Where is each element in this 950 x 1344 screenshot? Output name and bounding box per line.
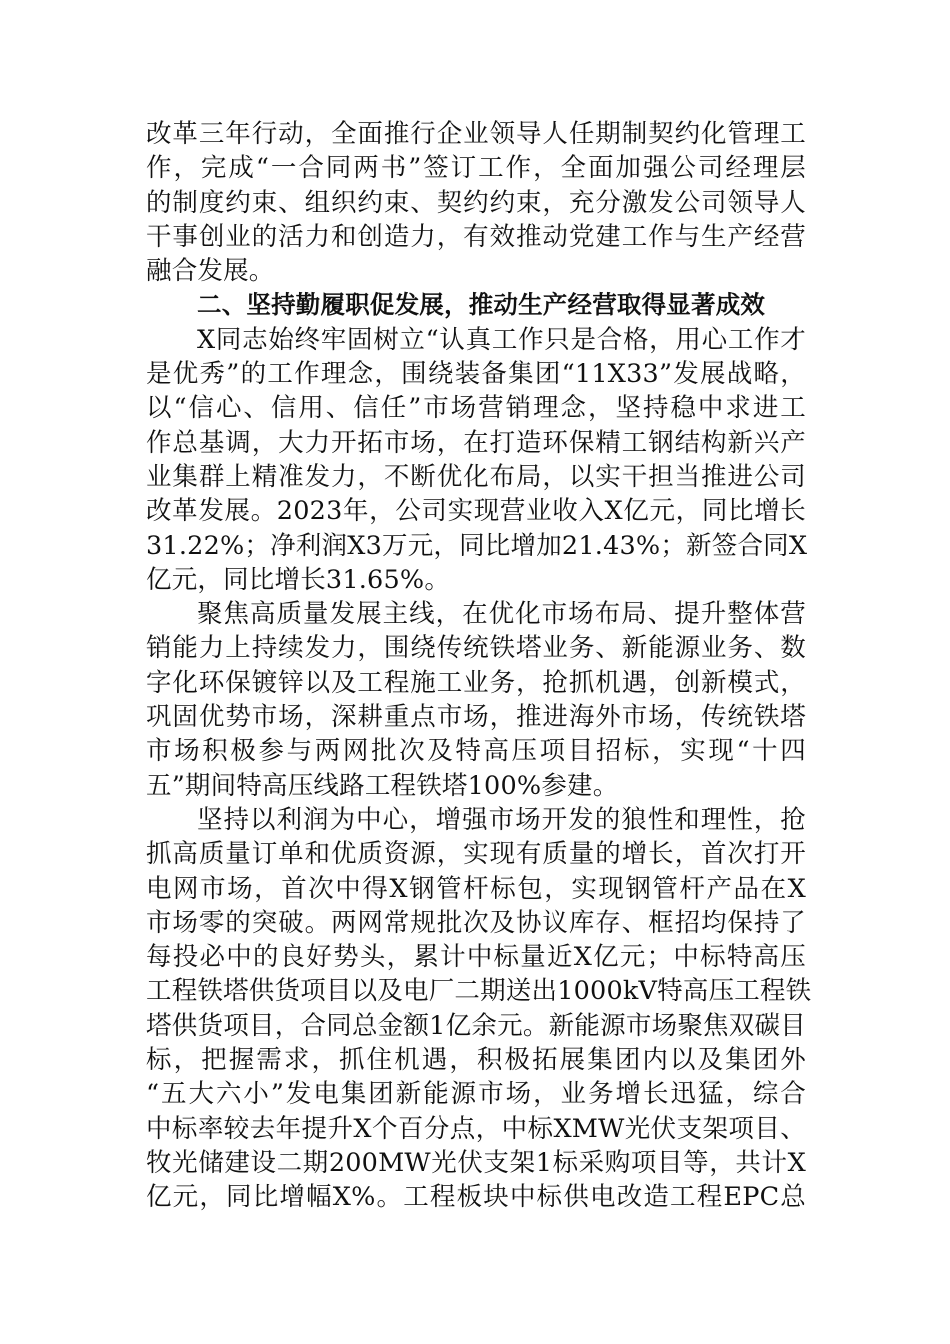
text-line: 亿元，同比增长31.65%。 xyxy=(146,564,451,595)
text-line: 的制度约束、组织约束、契约约束，充分激发公司领导人 xyxy=(146,187,806,218)
document-page xyxy=(146,117,812,1215)
text-line: 融合发展。 xyxy=(146,256,275,287)
text-line: 塔供货项目，合同总金额1亿余元。新能源市场聚焦双碳目 xyxy=(146,1010,806,1041)
text-line: 改革三年行动，全面推行企业领导人任期制契约化管理工 xyxy=(146,119,806,149)
text-line: 抓高质量订单和优质资源，实现有质量的增长，首次打开 xyxy=(146,839,806,870)
text-line: 业集群上精准发力，不断优化布局，以实干担当推进公司 xyxy=(146,461,806,492)
text-line: 作，完成“一合同两书”签订工作，全面加强公司经理层 xyxy=(146,153,806,184)
text-line: 市场零的突破。两网常规批次及协议库存、框招均保持了 xyxy=(146,907,806,938)
text-line: 聚焦高质量发展主线，在优化市场布局、提升整体营 xyxy=(197,599,806,630)
text-line: 改革发展。2023年，公司实现营业收入X亿元，同比增长 xyxy=(146,496,806,527)
text-line: 市场积极参与两网批次及特高压项目招标，实现“十四 xyxy=(146,736,806,767)
paragraph xyxy=(146,117,806,288)
text-line: “五大六小”发电集团新能源市场，业务增长迅猛，综合 xyxy=(146,1079,806,1110)
text-line: 销能力上持续发力，围绕传统铁塔业务、新能源业务、数 xyxy=(146,633,806,664)
text-line: X同志始终牢固树立“认真工作只是合格，用心工作才 xyxy=(197,324,806,355)
text-line: 以“信心、信用、信任”市场营销理念，坚持稳中求进工 xyxy=(146,393,806,424)
paragraph xyxy=(146,323,806,597)
text-line: 每投必中的良好势头，累计中标量近X亿元；中标特高压 xyxy=(146,942,806,973)
text-line: 坚持以利润为中心，增强市场开发的狼性和理性，抢 xyxy=(197,804,806,835)
text-line: 工程铁塔供货项目以及电厂二期送出1000kV特高压工程铁 xyxy=(146,976,812,1007)
text-line: 是优秀”的工作理念，围绕装备集团“11X33”发展战略， xyxy=(146,359,806,390)
heading-line: 二、坚持勤履职促发展，推动生产经营取得显著成效 xyxy=(197,290,766,320)
text-line: 标，把握需求，抓住机遇，积极拓展集团内以及集团外 xyxy=(146,1045,806,1076)
text-line: 中标率较去年提升X个百分点，中标XMW光伏支架项目、 xyxy=(146,1113,806,1144)
text-line: 牧光储建设二期200MW光伏支架1标采购项目等，共计X xyxy=(146,1147,806,1178)
text-line: 亿元，同比增幅X%。工程板块中标供电改造工程EPC总 xyxy=(146,1182,806,1213)
text-line: 字化环保镀锌以及工程施工业务，抢抓机遇，创新模式， xyxy=(146,667,806,698)
section-heading xyxy=(146,288,806,322)
text-line: 干事创业的活力和创造力，有效推动党建工作与生产经营 xyxy=(146,221,806,252)
text-line: 电网市场，首次中得X钢管杆标包，实现钢管杆产品在X xyxy=(146,873,806,904)
paragraph xyxy=(146,803,812,1215)
text-line: 作总基调，大力开拓市场，在打造环保精工钢结构新兴产 xyxy=(146,427,806,458)
paragraph xyxy=(146,597,806,803)
text-line: 五”期间特高压线路工程铁塔100%参建。 xyxy=(146,770,619,801)
text-line: 31.22%；净利润X3万元，同比增加21.43%；新签合同X xyxy=(146,530,808,561)
text-line: 巩固优势市场，深耕重点市场，推进海外市场，传统铁塔 xyxy=(146,702,806,733)
